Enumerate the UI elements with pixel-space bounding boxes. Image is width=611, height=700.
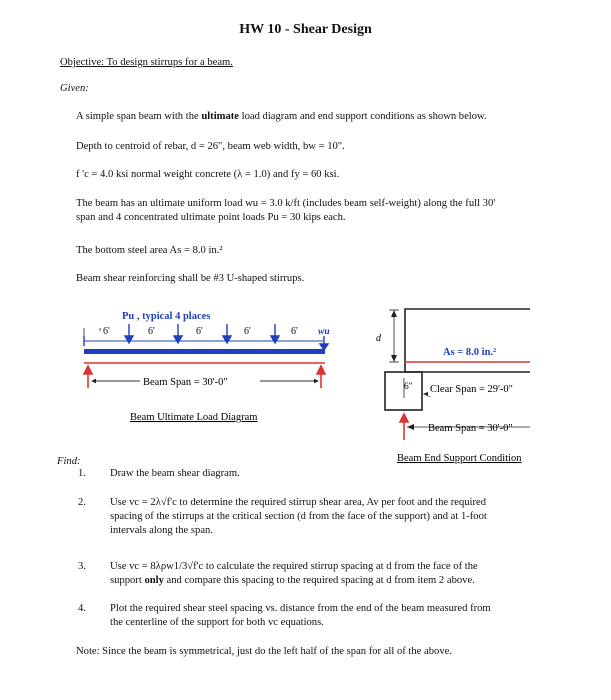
given-line-6: Beam shear reinforcing shall be #3 U-shaped stirrups.: [76, 273, 305, 284]
beam: [84, 349, 325, 354]
spacing-label-5: 6': [291, 326, 298, 337]
item-3-line-b: support only and compare this spacing to the required spacing at d from item 2 above.: [110, 575, 475, 586]
item-4-num: 4.: [78, 603, 86, 614]
item-2-num: 2.: [78, 497, 86, 508]
as-label: As = 8.0 in.²: [443, 347, 497, 358]
item-1-num: 1.: [78, 468, 86, 479]
item-2-line-a: Use vc = 2λ√f'c to determine the required stirrup shear area, Av per foot and the required: [110, 497, 487, 508]
note: Note: Since the beam is symmetrical, just do the left half of the span for all of the above.: [76, 646, 452, 657]
objective: Objective: To design stirrups for a beam.: [60, 57, 233, 68]
spacing-label-3: 6': [196, 326, 203, 337]
item-3-line-a: Use vc = 8λρw1/3√f'c to calculate the required stirrup spacing at d from the face of the: [110, 561, 478, 572]
item-4-line-a: Plot the required shear steel spacing vs. distance from the end of the beam measured from: [110, 603, 491, 614]
given-label: Given:: [60, 83, 89, 94]
pu-label: Pu , typical 4 places: [122, 311, 211, 322]
given-line-1: A simple span beam with the ultimate load diagram and end support conditions as shown below.: [76, 111, 487, 122]
given-line-2: Depth to centroid of rebar, d = 26", beam web width, bw = 10".: [76, 141, 345, 152]
given-line-4a: The beam has an ultimate uniform load wu = 3.0 k/ft (includes beam self-weight) along the full 30': [76, 198, 496, 209]
given-line-4b: span and 4 concentrated ultimate point loads Pu = 30 kips each.: [76, 212, 346, 223]
page-title: HW 10 - Shear Design: [239, 22, 372, 37]
spacing-label-1: 6': [103, 326, 110, 337]
d-label: d: [376, 333, 381, 344]
load-span-label: Beam Span = 30'-0": [143, 377, 228, 388]
support-diagram-caption: Beam End Support Condition: [397, 453, 522, 464]
six-inch-label: 6": [404, 382, 413, 392]
item-2-line-c: intervals along the span.: [110, 525, 213, 536]
spacing-label-4: 6': [244, 326, 251, 337]
load-diagram-caption: Beam Ultimate Load Diagram: [130, 412, 258, 423]
item-1-text: Draw the beam shear diagram.: [110, 468, 240, 479]
clear-span-label: Clear Span = 29'-0": [430, 384, 513, 395]
item-4-line-b: the centerline of the support for both vc equations.: [110, 617, 324, 628]
item-3-num: 3.: [78, 561, 86, 572]
item-2-line-b: spacing of the stirrups at the critical section (d from the face of the support) and at 1-foot: [110, 511, 487, 522]
wu-label: wu: [318, 327, 330, 337]
given-line-5: The bottom steel area As = 8.0 in.²: [76, 245, 223, 256]
support-span-label: Beam Span = 30'-0": [428, 423, 513, 434]
spacing-label-2: 6': [148, 326, 155, 337]
find-label: Find:: [57, 456, 81, 467]
given-line-3: f 'c = 4.0 ksi normal weight concrete (λ = 1.0) and fy = 60 ksi.: [76, 169, 340, 180]
